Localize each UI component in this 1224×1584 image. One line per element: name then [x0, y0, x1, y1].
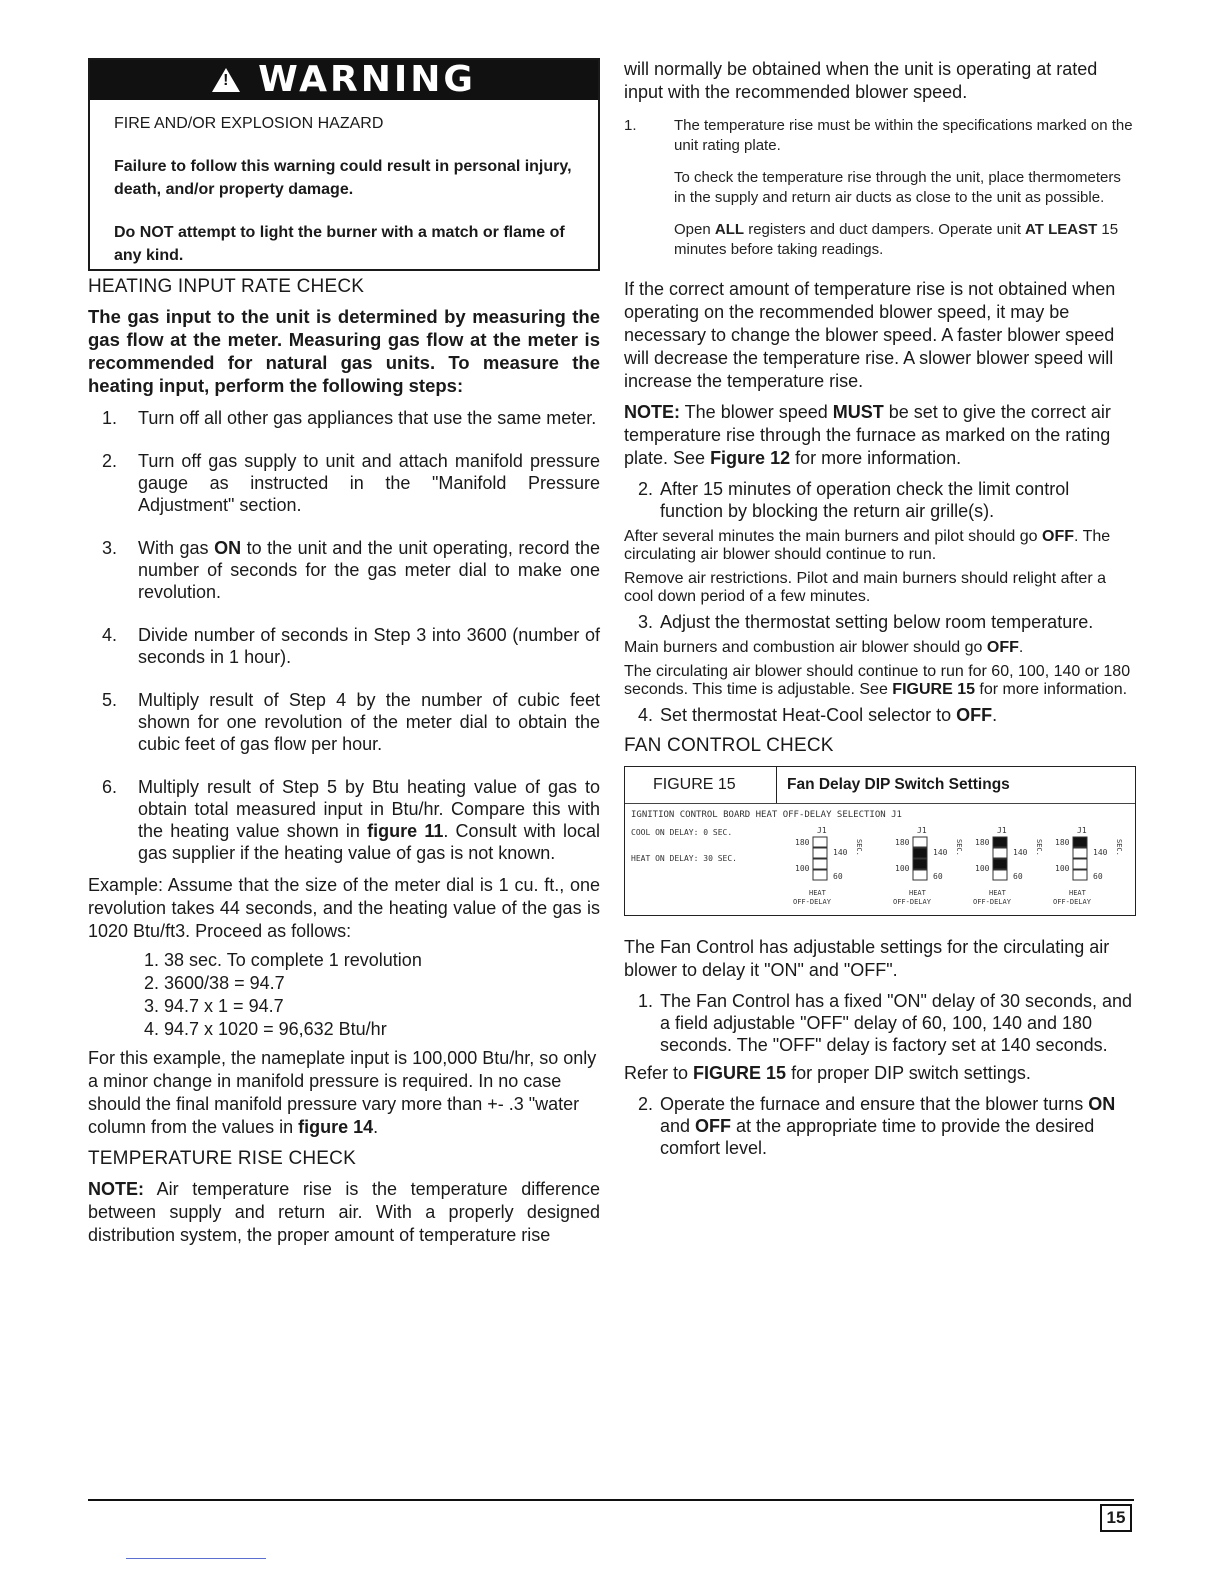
- switch-3-slot-4: [993, 870, 1007, 880]
- warning-box: [88, 58, 600, 271]
- fan-item-1: 1. The Fan Control has a fixed "ON" delay of 30 seconds, and a field adjustable "OFF" delay of 60, 100, 140 and 180 seconds. The "OFF" delay is factory set at 140 seconds.: [638, 991, 1133, 1055]
- heating-heading: HEATING INPUT RATE CHECK: [88, 276, 365, 297]
- switch-4-j1-label: J1: [1077, 826, 1087, 835]
- warning-heading: WARNING: [258, 59, 476, 100]
- warning-line-1: Failure to follow this warning could result in personal injury, death, and/or property damage.: [114, 158, 572, 198]
- switch-1-slot-4: [813, 870, 827, 880]
- dip-switch-svg: [627, 805, 1131, 911]
- limit-item-2-para2: After several minutes the main burners and pilot should go OFF. The circulating air blower should continue to run.: [624, 528, 1111, 563]
- temp-note-2: NOTE: The blower speed MUST be set to give the correct air temperature rise through the furnace as marked on the rating plate. See Figure 12 for more information.: [624, 402, 1111, 468]
- temp-note-continued: will normally be obtained when the unit is operating at rated input with the recommended blower speed.: [624, 59, 1098, 102]
- switch-1-180-label: 180: [795, 838, 810, 847]
- switch-3-caption-offdelay: OFF-DELAY: [973, 898, 1011, 906]
- fan-intro: The Fan Control has adjustable settings for the circulating air blower to delay it "ON" and "OFF".: [624, 937, 1110, 980]
- switch-1-caption-heat: HEAT: [809, 889, 826, 897]
- left-column: [88, 58, 600, 1247]
- heating-step-4: 4. Divide number of seconds in Step 3 into 3600 (number of seconds in 1 hour).: [102, 625, 600, 667]
- heating-calculation: [144, 949, 600, 1041]
- temp-heading: TEMPERATURE RISE CHECK: [88, 1148, 356, 1169]
- switch-1-60-label: 60: [833, 872, 843, 881]
- warning-triangle-icon: !: [212, 68, 240, 92]
- switch-3-180-label: 180: [975, 838, 990, 847]
- calc-line-2: 2. 3600/38 = 94.7: [144, 973, 285, 993]
- switch-3-slot-3: [993, 859, 1007, 869]
- switch-1-sec-label: SEC.: [855, 839, 863, 856]
- switch-2-slot-4: [913, 870, 927, 880]
- switch-3-slot-1: [993, 837, 1007, 847]
- switch-1-slot-1: [813, 837, 827, 847]
- switch-3-sec-label: SEC.: [1035, 839, 1043, 856]
- switch-4-slot-1: [1073, 837, 1087, 847]
- switch-2-slot-3: [913, 859, 927, 869]
- switch-3-caption-heat: HEAT: [989, 889, 1006, 897]
- switch-4-slot-3: [1073, 859, 1087, 869]
- calc-line-1: 1. 38 sec. To complete 1 revolution: [144, 950, 422, 970]
- limit-list: [624, 478, 1136, 522]
- right-column: [624, 58, 1136, 1159]
- fig-line-3: HEAT ON DELAY: 30 SEC.: [631, 854, 737, 863]
- limit-item-4: 4. Set thermostat Heat-Cool selector to OFF.: [638, 705, 998, 725]
- switch-1-100-label: 100: [795, 864, 810, 873]
- switch-1-140-label: 140: [833, 848, 848, 857]
- temp-note: NOTE: Air temperature rise is the temperature difference between supply and return air. With a properly designed distribution system, the proper amount of temperature rise: [88, 1179, 600, 1245]
- switch-4-caption-offdelay: OFF-DELAY: [1053, 898, 1091, 906]
- fan-heading: FAN CONTROL CHECK: [624, 735, 834, 756]
- limit-item-2-para3: Remove air restrictions. Pilot and main burners should relight after a cool down period of a few minutes.: [624, 570, 1106, 605]
- fig-line-1: IGNITION CONTROL BOARD HEAT OFF-DELAY SELECTION J1: [631, 810, 902, 820]
- switch-2-slot-2: [913, 848, 927, 858]
- fig-line-2: COOL ON DELAY: 0 SEC.: [631, 828, 733, 837]
- heating-step-2: 2. Turn off gas supply to unit and attach manifold pressure gauge as instructed in the "Manifold Pressure Adjustment" section.: [102, 451, 600, 515]
- switch-1-slot-3: [813, 859, 827, 869]
- temp-item-1-text: The temperature rise must be within the specifications marked on the unit rating plate.: [674, 117, 1133, 154]
- switch-4-sec-label: SEC.: [1115, 839, 1123, 856]
- bottom-link-underline: [126, 1558, 266, 1559]
- switch-2-caption-heat: HEAT: [909, 889, 926, 897]
- heating-steps: [88, 407, 600, 864]
- fan-ref: Refer to FIGURE 15 for proper DIP switch settings.: [624, 1063, 1031, 1083]
- warning-body: [90, 100, 598, 269]
- switch-2-60-label: 60: [933, 872, 943, 881]
- heating-step-5: 5. Multiply result of Step 4 by the number of cubic feet shown for one revolution of the meter dial to obtain the cubic feet of gas flow per hour.: [102, 690, 600, 754]
- switch-3-140-label: 140: [1013, 848, 1028, 857]
- figure-title: Fan Delay DIP Switch Settings: [787, 776, 1010, 793]
- limit-item-2: 2. After 15 minutes of operation check the limit control function by blocking the return air grille(s).: [638, 479, 1070, 521]
- temp-item-1-para2: To check the temperature rise through the unit, place thermometers in the supply and return air ducts as close to the unit as possible.: [674, 169, 1121, 206]
- switch-2-140-label: 140: [933, 848, 948, 857]
- figure-label: FIGURE 15: [625, 767, 777, 803]
- switch-4-slot-4: [1073, 870, 1087, 880]
- switch-3-60-label: 60: [1013, 872, 1023, 881]
- fan-item-2: 2. Operate the furnace and ensure that the blower turns ON and OFF at the appropriate time to provide the desired comfort level.: [638, 1094, 1116, 1158]
- switch-1-j1-label: J1: [817, 826, 827, 835]
- heating-step-6: 6. Multiply result of Step 5 by Btu heating value of gas to obtain total measured input in Btu/hr. Compare this with the heating value shown in figure 11. Consult with local gas supplier if the heating value of gas is not known.: [102, 777, 601, 863]
- switch-2-100-label: 100: [895, 864, 910, 873]
- warning-header: [90, 60, 598, 100]
- dip-switch-diagram: [627, 805, 1133, 913]
- switch-4-60-label: 60: [1093, 872, 1103, 881]
- heating-step-1: 1. Turn off all other gas appliances that use the same meter.: [102, 408, 597, 428]
- switch-2-j1-label: J1: [917, 826, 927, 835]
- temp-item-1-para3: Open ALL registers and duct dampers. Operate unit AT LEAST 15 minutes before taking readings.: [674, 221, 1119, 258]
- switch-3-j1-label: J1: [997, 826, 1007, 835]
- switch-2-slot-1: [913, 837, 927, 847]
- limit-item-3: 3. Adjust the thermostat setting below room temperature.: [638, 612, 1094, 632]
- switch-2-sec-label: SEC.: [955, 839, 963, 856]
- temp-para-2: If the correct amount of temperature rise is not obtained when operating on the recommended blower speed, it may be necessary to change the blower speed. A faster blower speed will decrease the temperature rise. A slower blower speed will increase the temperature rise.: [624, 279, 1116, 391]
- switch-4-140-label: 140: [1093, 848, 1108, 857]
- switch-3-slot-2: [993, 848, 1007, 858]
- switch-2-caption-offdelay: OFF-DELAY: [893, 898, 931, 906]
- dip-switch-group: [793, 826, 1123, 906]
- limit-item-3-para2: Main burners and combustion air blower should go OFF.: [624, 639, 1024, 656]
- switch-1-caption-offdelay: OFF-DELAY: [793, 898, 831, 906]
- switch-3-100-label: 100: [975, 864, 990, 873]
- warning-line-2: Do NOT attempt to light the burner with a match or flame of any kind.: [114, 224, 565, 264]
- figure-15: [624, 766, 1136, 916]
- limit-item-3-para3: The circulating air blower should continue to run for 60, 100, 140 or 180 seconds. This time is adjustable. See FIGURE 15 for more information.: [624, 663, 1131, 698]
- switch-2-180-label: 180: [895, 838, 910, 847]
- calc-line-4: 4. 94.7 x 1020 = 96,632 Btu/hr: [144, 1019, 387, 1039]
- heating-example: Example: Assume that the size of the meter dial is 1 cu. ft., one revolution takes 44 seconds, and the heating value of the gas is 1020 Btu/ft3. Proceed as follows:: [88, 875, 600, 941]
- switch-4-100-label: 100: [1055, 864, 1070, 873]
- footer-rule: [88, 1499, 1134, 1501]
- heating-step-3: 3. With gas ON to the unit and the unit operating, record the number of seconds for the gas meter dial to make one revolution.: [102, 538, 601, 602]
- switch-4-caption-heat: HEAT: [1069, 889, 1086, 897]
- heating-after: For this example, the nameplate input is 100,000 Btu/hr, so only a minor change in manifold pressure is required. In no case should the final manifold pressure vary more than +- .3 "water column from the values in figure 14.: [88, 1048, 597, 1137]
- warning-title: FIRE AND/OR EXPLOSION HAZARD: [114, 115, 384, 132]
- page-number: 15: [1100, 1504, 1132, 1532]
- switch-4-slot-2: [1073, 848, 1087, 858]
- calc-line-3: 3. 94.7 x 1 = 94.7: [144, 996, 284, 1016]
- switch-1-slot-2: [813, 848, 827, 858]
- temp-item-1: 1. The temperature rise must be within the specifications marked on the unit rating plate. To check the temperature rise through the unit, place thermometers in the supply and return air ducts as close to the unit as possible. Open ALL registers and duct dampers. Operate unit AT LEAST 15 minutes before taking readings.: [624, 116, 1136, 260]
- heating-lead: The gas input to the unit is determined by measuring the gas flow at the meter. Measuring gas flow at the meter is recommended for natural gas units. To measure the heating input, perform the following steps:: [88, 306, 600, 396]
- switch-4-180-label: 180: [1055, 838, 1070, 847]
